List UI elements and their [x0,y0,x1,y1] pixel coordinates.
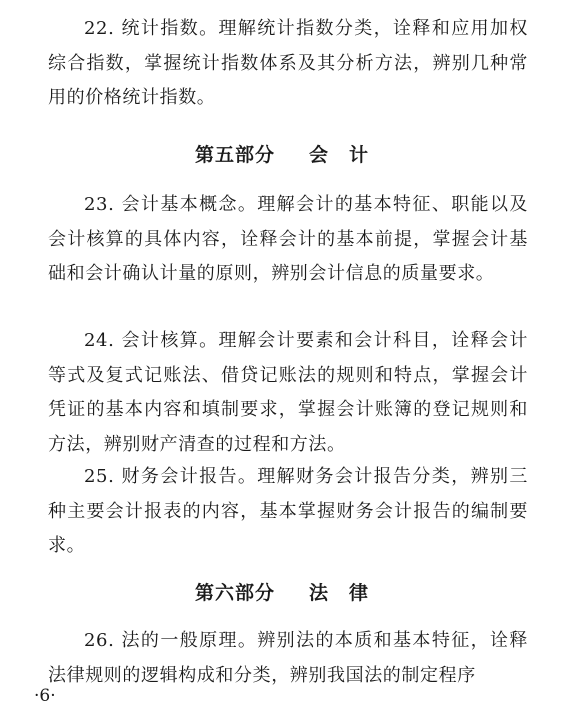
paragraph-26: 26. 法的一般原理。辨别法的本质和基本特征，诠释法律规则的逻辑构成和分类，辨别我国法的制定程序 [48,630,528,686]
paragraph-24: 24. 会计核算。理解会计要素和会计科目，诠释会计等式及复式记账法、借贷记账法的规则和特点，掌握会计凭证的基本内容和填制要求，掌握会计账簿的登记规则和方法，辨别财产清查的过程和方法。 [48,330,528,455]
heading-label: 第五部分 [194,144,275,166]
section-heading-part5 [0,140,564,167]
heading-title: 会 计 [309,144,370,166]
paragraph-22: 22. 统计指数。理解统计指数分类，诠释和应用加权综合指数，掌握统计指数体系及其分析方法，辨别几种常用的价格统计指数。 [48,18,528,108]
page-number: ·6· [34,686,56,706]
paragraph-23: 23. 会计基本概念。理解会计的基本特征、职能以及会计核算的具体内容，诠释会计的基本前提，掌握会计基础和会计确认计量的原则，辨别会计信息的质量要求。 [48,194,528,284]
paragraph-25: 25. 财务会计报告。理解财务会计报告分类，辨别三种主要会计报表的内容，基本掌握财务会计报告的编制要求。 [48,466,528,556]
section-heading-part6 [0,578,564,605]
heading-label: 第六部分 [194,582,275,604]
heading-title: 法 律 [309,582,370,604]
